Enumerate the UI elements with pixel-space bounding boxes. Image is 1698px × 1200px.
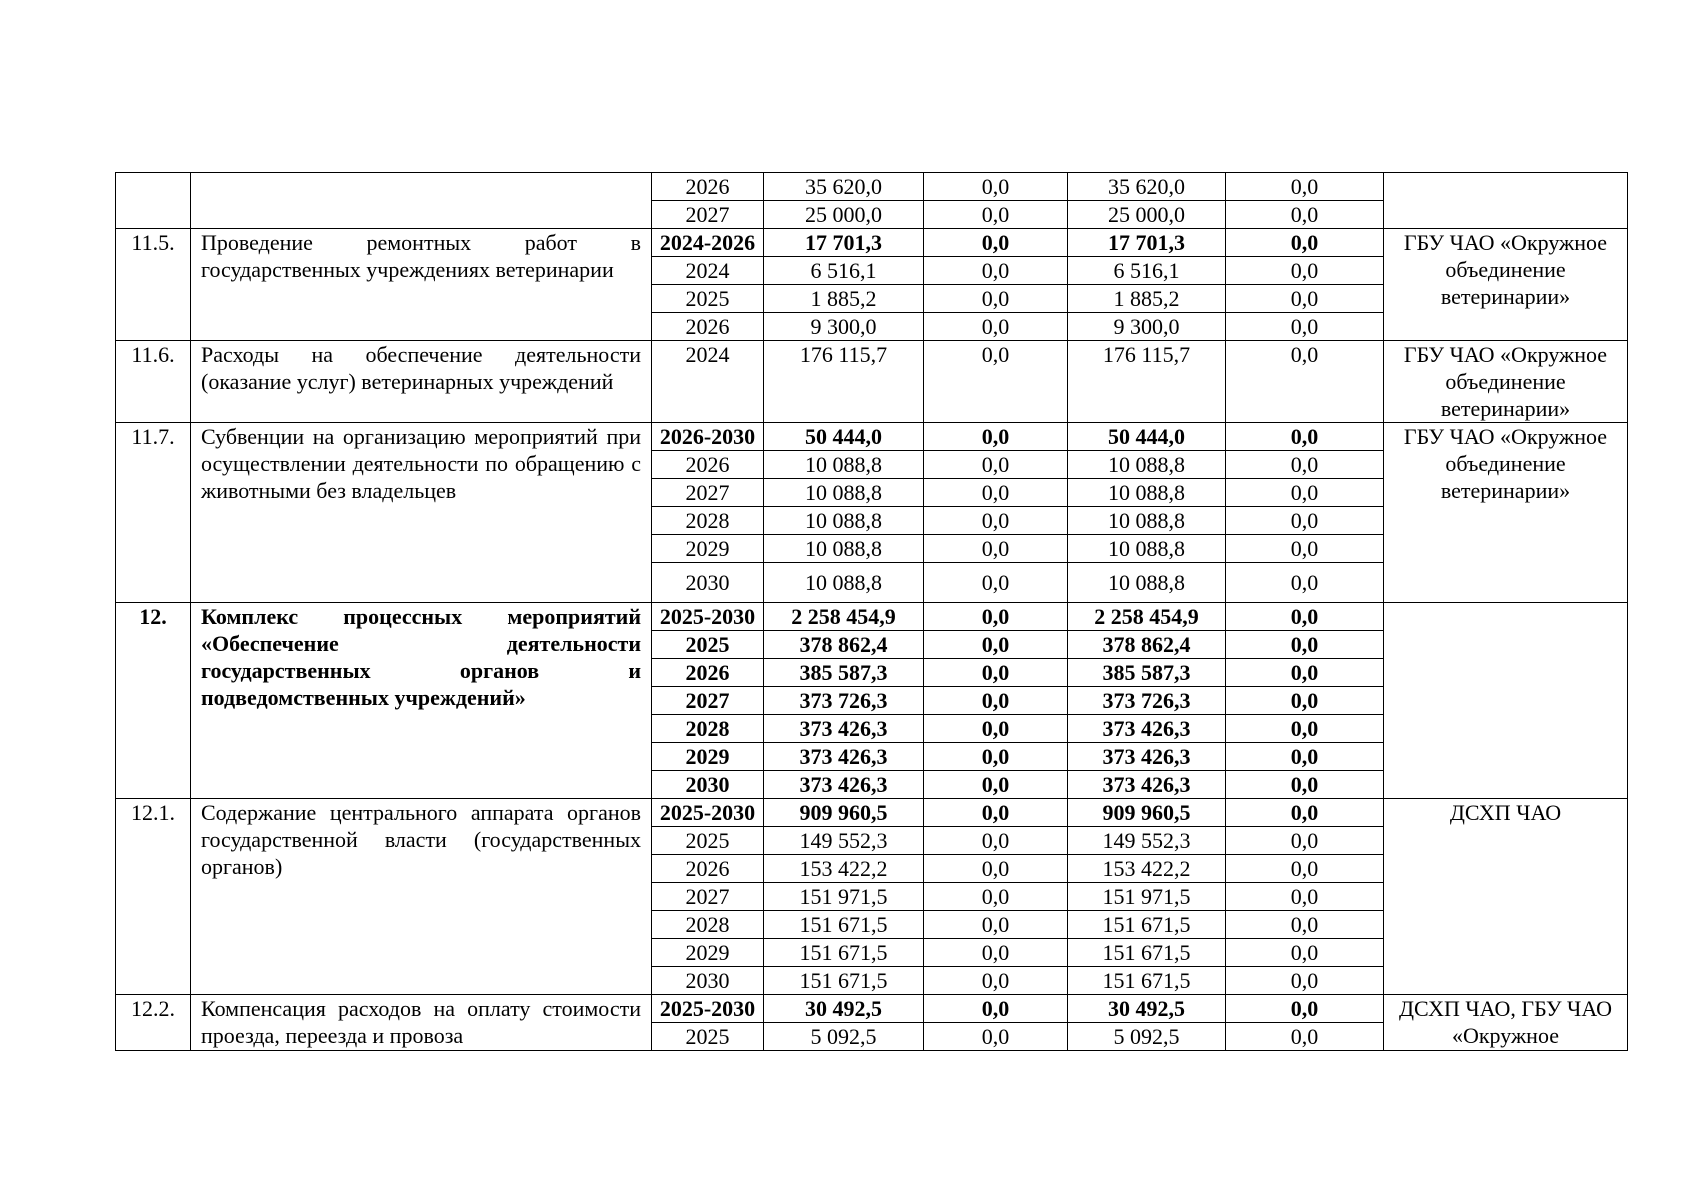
federal-cell: 0,0 [924, 341, 1068, 423]
okrug-cell: 10 088,8 [1068, 507, 1226, 535]
year-cell: 2029 [652, 939, 764, 967]
row-number: 11.6. [116, 341, 191, 423]
activity-name: Субвенции на организацию мероприятий при осуществлении деятельности по обращению с животными без владельцев [191, 423, 652, 603]
okrug-cell: 50 444,0 [1068, 423, 1226, 451]
other-cell: 0,0 [1226, 687, 1384, 715]
total-cell: 373 426,3 [764, 743, 924, 771]
other-cell: 0,0 [1226, 743, 1384, 771]
okrug-cell: 30 492,5 [1068, 995, 1226, 1023]
table-row [116, 229, 1628, 257]
federal-cell: 0,0 [924, 995, 1068, 1023]
federal-cell: 0,0 [924, 285, 1068, 313]
row-number: 12.2. [116, 995, 191, 1051]
executor: ГБУ ЧАО «Окружное объединение ветеринарии» [1384, 423, 1628, 603]
other-cell: 0,0 [1226, 563, 1384, 603]
total-cell: 9 300,0 [764, 313, 924, 341]
other-cell: 0,0 [1226, 257, 1384, 285]
year-cell: 2030 [652, 771, 764, 799]
other-cell: 0,0 [1226, 967, 1384, 995]
okrug-cell: 10 088,8 [1068, 479, 1226, 507]
okrug-cell: 25 000,0 [1068, 201, 1226, 229]
okrug-cell: 10 088,8 [1068, 563, 1226, 603]
activity-name: Содержание центрального аппарата органов государственной власти (государственных органов) [191, 799, 652, 995]
okrug-cell: 385 587,3 [1068, 659, 1226, 687]
federal-cell: 0,0 [924, 967, 1068, 995]
year-cell: 2024 [652, 257, 764, 285]
other-cell: 0,0 [1226, 995, 1384, 1023]
okrug-cell: 153 422,2 [1068, 855, 1226, 883]
other-cell: 0,0 [1226, 771, 1384, 799]
other-cell: 0,0 [1226, 911, 1384, 939]
federal-cell: 0,0 [924, 603, 1068, 631]
federal-cell: 0,0 [924, 799, 1068, 827]
row-number: 11.5. [116, 229, 191, 341]
total-cell: 5 092,5 [764, 1023, 924, 1051]
executor: ДСХП ЧАО, ГБУ ЧАО «Окружное [1384, 995, 1628, 1051]
total-cell: 373 726,3 [764, 687, 924, 715]
other-cell: 0,0 [1226, 659, 1384, 687]
federal-cell: 0,0 [924, 687, 1068, 715]
okrug-cell: 5 092,5 [1068, 1023, 1226, 1051]
federal-cell: 0,0 [924, 423, 1068, 451]
total-cell: 385 587,3 [764, 659, 924, 687]
federal-cell: 0,0 [924, 883, 1068, 911]
okrug-cell: 10 088,8 [1068, 451, 1226, 479]
table-row [116, 341, 1628, 423]
federal-cell: 0,0 [924, 451, 1068, 479]
other-cell: 0,0 [1226, 855, 1384, 883]
okrug-cell: 6 516,1 [1068, 257, 1226, 285]
total-cell: 1 885,2 [764, 285, 924, 313]
year-cell: 2027 [652, 883, 764, 911]
total-cell: 30 492,5 [764, 995, 924, 1023]
year-cell: 2027 [652, 479, 764, 507]
year-cell: 2026 [652, 659, 764, 687]
other-cell: 0,0 [1226, 201, 1384, 229]
other-cell: 0,0 [1226, 229, 1384, 257]
total-cell: 149 552,3 [764, 827, 924, 855]
other-cell: 0,0 [1226, 631, 1384, 659]
row-number: 12. [116, 603, 191, 799]
total-cell: 151 671,5 [764, 911, 924, 939]
federal-cell: 0,0 [924, 911, 1068, 939]
federal-cell: 0,0 [924, 173, 1068, 201]
activity-name [191, 173, 652, 229]
total-cell: 17 701,3 [764, 229, 924, 257]
year-cell: 2024-2026 [652, 229, 764, 257]
total-cell: 25 000,0 [764, 201, 924, 229]
year-cell: 2029 [652, 535, 764, 563]
okrug-cell: 2 258 454,9 [1068, 603, 1226, 631]
executor: ГБУ ЧАО «Окружное объединение ветеринарии» [1384, 341, 1628, 423]
total-cell: 153 422,2 [764, 855, 924, 883]
okrug-cell: 378 862,4 [1068, 631, 1226, 659]
total-cell: 151 671,5 [764, 939, 924, 967]
year-cell: 2027 [652, 687, 764, 715]
executor [1384, 603, 1628, 799]
federal-cell: 0,0 [924, 229, 1068, 257]
total-cell: 35 620,0 [764, 173, 924, 201]
federal-cell: 0,0 [924, 939, 1068, 967]
table-row [116, 173, 1628, 201]
year-cell: 2028 [652, 911, 764, 939]
row-number [116, 173, 191, 229]
okrug-cell: 149 552,3 [1068, 827, 1226, 855]
federal-cell: 0,0 [924, 771, 1068, 799]
year-cell: 2030 [652, 967, 764, 995]
year-cell: 2024 [652, 341, 764, 423]
total-cell: 378 862,4 [764, 631, 924, 659]
year-cell: 2029 [652, 743, 764, 771]
other-cell: 0,0 [1226, 603, 1384, 631]
other-cell: 0,0 [1226, 423, 1384, 451]
federal-cell: 0,0 [924, 715, 1068, 743]
okrug-cell: 373 426,3 [1068, 715, 1226, 743]
year-cell: 2030 [652, 563, 764, 603]
other-cell: 0,0 [1226, 507, 1384, 535]
table-row [116, 799, 1628, 827]
table-row [116, 423, 1628, 451]
activity-name: Расходы на обеспечение деятельности (оказание услуг) ветеринарных учреждений [191, 341, 652, 423]
activity-name: Проведение ремонтных работ в государственных учреждениях ветеринарии [191, 229, 652, 341]
total-cell: 10 088,8 [764, 563, 924, 603]
federal-cell: 0,0 [924, 659, 1068, 687]
okrug-cell: 151 971,5 [1068, 883, 1226, 911]
total-cell: 10 088,8 [764, 451, 924, 479]
year-cell: 2025 [652, 285, 764, 313]
year-cell: 2025-2030 [652, 995, 764, 1023]
okrug-cell: 373 426,3 [1068, 743, 1226, 771]
row-number: 12.1. [116, 799, 191, 995]
okrug-cell: 909 960,5 [1068, 799, 1226, 827]
total-cell: 373 426,3 [764, 771, 924, 799]
table-row [116, 995, 1628, 1023]
total-cell: 176 115,7 [764, 341, 924, 423]
other-cell: 0,0 [1226, 173, 1384, 201]
federal-cell: 0,0 [924, 563, 1068, 603]
other-cell: 0,0 [1226, 535, 1384, 563]
federal-cell: 0,0 [924, 535, 1068, 563]
year-cell: 2026-2030 [652, 423, 764, 451]
other-cell: 0,0 [1226, 799, 1384, 827]
okrug-cell: 176 115,7 [1068, 341, 1226, 423]
total-cell: 6 516,1 [764, 257, 924, 285]
total-cell: 373 426,3 [764, 715, 924, 743]
other-cell: 0,0 [1226, 1023, 1384, 1051]
okrug-cell: 9 300,0 [1068, 313, 1226, 341]
year-cell: 2026 [652, 173, 764, 201]
other-cell: 0,0 [1226, 451, 1384, 479]
year-cell: 2027 [652, 201, 764, 229]
federal-cell: 0,0 [924, 631, 1068, 659]
okrug-cell: 151 671,5 [1068, 967, 1226, 995]
federal-cell: 0,0 [924, 743, 1068, 771]
okrug-cell: 35 620,0 [1068, 173, 1226, 201]
okrug-cell: 1 885,2 [1068, 285, 1226, 313]
executor [1384, 173, 1628, 229]
year-cell: 2026 [652, 855, 764, 883]
executor: ГБУ ЧАО «Окружное объединение ветеринарии» [1384, 229, 1628, 341]
total-cell: 10 088,8 [764, 479, 924, 507]
federal-cell: 0,0 [924, 855, 1068, 883]
activity-name: Компенсация расходов на оплату стоимости проезда, переезда и провоза [191, 995, 652, 1051]
year-cell: 2025 [652, 1023, 764, 1051]
other-cell: 0,0 [1226, 715, 1384, 743]
year-cell: 2025-2030 [652, 603, 764, 631]
other-cell: 0,0 [1226, 883, 1384, 911]
total-cell: 10 088,8 [764, 507, 924, 535]
year-cell: 2025 [652, 827, 764, 855]
year-cell: 2025-2030 [652, 799, 764, 827]
other-cell: 0,0 [1226, 939, 1384, 967]
federal-cell: 0,0 [924, 479, 1068, 507]
total-cell: 2 258 454,9 [764, 603, 924, 631]
year-cell: 2026 [652, 451, 764, 479]
other-cell: 0,0 [1226, 341, 1384, 423]
other-cell: 0,0 [1226, 313, 1384, 341]
total-cell: 10 088,8 [764, 535, 924, 563]
federal-cell: 0,0 [924, 257, 1068, 285]
total-cell: 151 971,5 [764, 883, 924, 911]
okrug-cell: 373 426,3 [1068, 771, 1226, 799]
total-cell: 909 960,5 [764, 799, 924, 827]
federal-cell: 0,0 [924, 827, 1068, 855]
okrug-cell: 17 701,3 [1068, 229, 1226, 257]
okrug-cell: 151 671,5 [1068, 911, 1226, 939]
total-cell: 151 671,5 [764, 967, 924, 995]
year-cell: 2028 [652, 507, 764, 535]
other-cell: 0,0 [1226, 827, 1384, 855]
other-cell: 0,0 [1226, 479, 1384, 507]
okrug-cell: 151 671,5 [1068, 939, 1226, 967]
other-cell: 0,0 [1226, 285, 1384, 313]
year-cell: 2025 [652, 631, 764, 659]
total-cell: 50 444,0 [764, 423, 924, 451]
row-number: 11.7. [116, 423, 191, 603]
okrug-cell: 10 088,8 [1068, 535, 1226, 563]
federal-cell: 0,0 [924, 1023, 1068, 1051]
okrug-cell: 373 726,3 [1068, 687, 1226, 715]
federal-cell: 0,0 [924, 313, 1068, 341]
year-cell: 2028 [652, 715, 764, 743]
federal-cell: 0,0 [924, 507, 1068, 535]
table-row [116, 603, 1628, 631]
activity-name: Комплекс процессных мероприятий «Обеспечение деятельности государственных органов и подведомственных учреждений» [191, 603, 652, 799]
executor: ДСХП ЧАО [1384, 799, 1628, 995]
federal-cell: 0,0 [924, 201, 1068, 229]
budget-table [115, 172, 1628, 1051]
year-cell: 2026 [652, 313, 764, 341]
